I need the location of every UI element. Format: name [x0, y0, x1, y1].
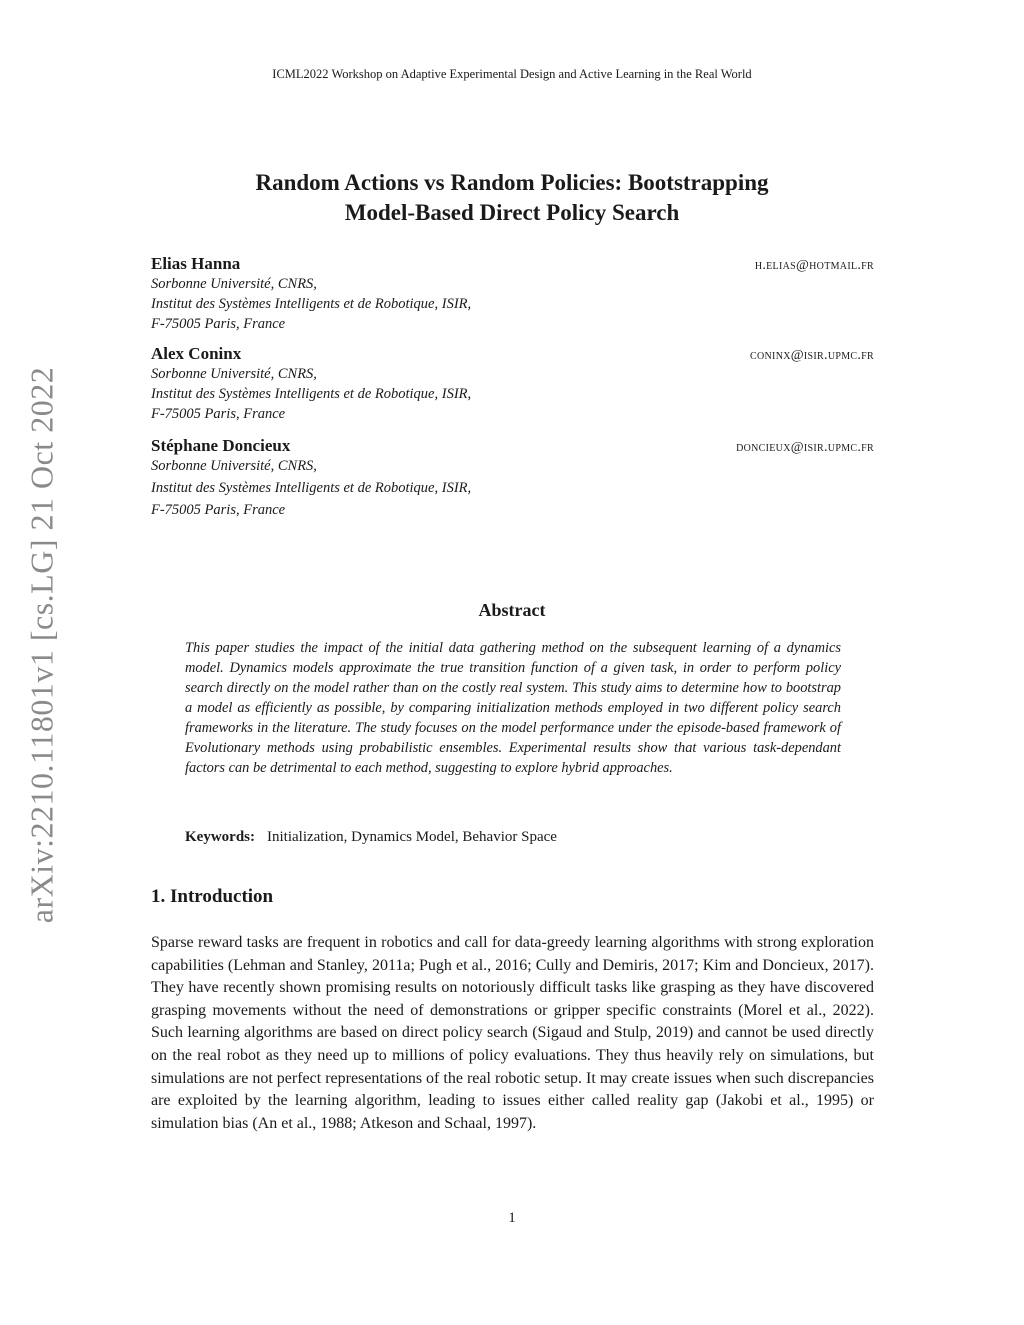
abstract-heading: Abstract	[478, 600, 546, 620]
author-email: h.elias@hotmail.fr	[754, 258, 874, 273]
author-name: Elias Hanna	[151, 254, 241, 273]
author-name: Stéphane Doncieux	[151, 436, 291, 455]
arxiv-stamp: arXiv:2210.11801v1 [cs.LG] 21 Oct 2022	[23, 366, 60, 924]
keywords-label: Keywords:	[185, 829, 255, 845]
author-affiliation: F-75005 Paris, France	[151, 316, 286, 332]
intro-paragraph: Sparse reward tasks are frequent in robotics and call for data-greedy learning algorithms with strong exploration capabilities (Lehman and Stanley, 2011a; Pugh et al., 2016; Cully and Demiris, 2017; Kim and Doncieux, 2017). They have recently shown promising results on notoriously difficult tasks like grasping as they have discovered grasping movements without the need of demonstrations or gripper specific constraints (Morel et al., 2022). Such learning algorithms are based on direct policy search (Sigaud and Stulp, 2019) and cannot be used directly on the real robot as they need up to millions of policy evaluations. They thus heavily rely on simulations, but simulations are not perfect representations of the real robotic setup. It may create issues when such discrepancies are exploited by the learning algorithm, leading to issues either called reality gap (Jakobi et al., 1995) or simulation bias (An et al., 1988; Atkeson and Schaal, 1997).	[151, 934, 874, 1132]
keywords-text: Initialization, Dynamics Model, Behavior Space	[267, 829, 557, 845]
author-affiliation: Institut des Systèmes Intelligents et de Robotique, ISIR,	[151, 480, 472, 496]
arxiv-sidebar	[20, 350, 64, 940]
page-number: 1	[508, 1210, 516, 1226]
author-block-1	[151, 254, 874, 334]
author-email: coninx@isir.upmc.fr	[750, 348, 874, 363]
author-affiliation: Sorbonne Université, CNRS,	[151, 276, 317, 292]
title-line-2: Model-Based Direct Policy Search	[344, 200, 680, 225]
paper-title	[150, 168, 874, 228]
author-block-2	[151, 344, 874, 424]
author-affiliation: F-75005 Paris, France	[151, 406, 286, 422]
author-affiliation: Sorbonne Université, CNRS,	[151, 458, 317, 474]
keywords-line	[185, 829, 841, 846]
author-email: doncieux@isir.upmc.fr	[736, 440, 874, 455]
author-affiliation: Sorbonne Université, CNRS,	[151, 366, 317, 382]
author-affiliation: Institut des Systèmes Intelligents et de Robotique, ISIR,	[151, 386, 472, 402]
abstract-body: This paper studies the impact of the initial data gathering method on the subsequent learning of a dynamics model. Dynamics models approximate the true transition function of a given task, in order to perform policy search directly on the model rather than on the costly real system. This study aims to determine how to bootstrap a model as efficiently as possible, by comparing initialization methods employed in two different policy search frameworks in the literature. The study focuses on the model performance under the episode-based framework of Evolutionary methods using probabilistic ensembles. Experimental results show that various task-dependant factors can be detrimental to each method, suggesting to explore hybrid approaches.	[185, 640, 841, 776]
title-line-1: Random Actions vs Random Policies: Bootstrapping	[255, 170, 769, 195]
author-name: Alex Coninx	[151, 344, 242, 363]
author-affiliation: Institut des Systèmes Intelligents et de Robotique, ISIR,	[151, 296, 472, 312]
author-affiliation: F-75005 Paris, France	[151, 502, 286, 518]
author-block-3	[151, 436, 874, 520]
venue-header: ICML2022 Workshop on Adaptive Experimental Design and Active Learning in the Real World	[272, 67, 752, 81]
section-heading: 1. Introduction	[151, 886, 274, 907]
